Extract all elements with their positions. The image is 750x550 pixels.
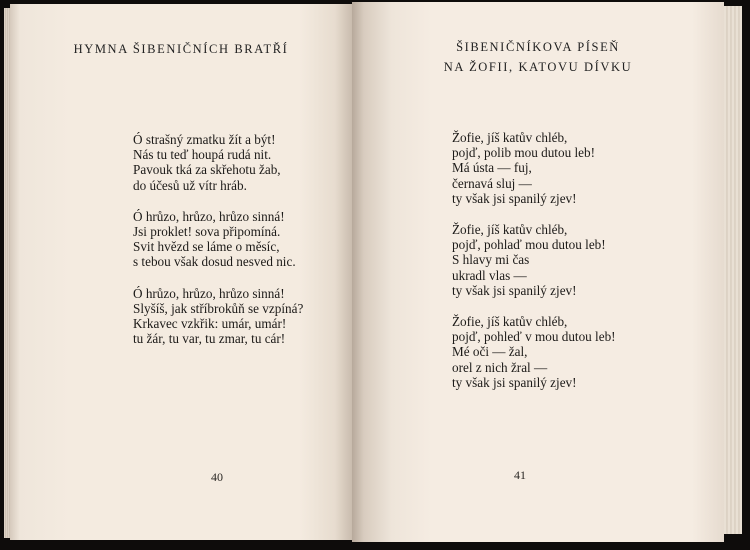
poem-line: Ó hrůzo, hrůzo, hrůzo sinná! (133, 208, 285, 224)
poem-line: černavá sluj — (452, 175, 532, 191)
poem-line: Nás tu teď houpá rudá nit. (133, 147, 272, 163)
right-stanza-2 (452, 222, 616, 298)
poem-line: Pavouk tká za skřehotu žab, (133, 162, 281, 178)
poem-line: orel z nich žral — (452, 359, 548, 375)
poem-line: ty však jsi spanilý zjev! (452, 190, 577, 206)
poem-line: pojď, polib mou dutou leb! (452, 145, 595, 161)
left-stanza-3 (133, 286, 303, 347)
poem-line: ty však jsi spanilý zjev! (452, 282, 577, 298)
poem-line: Mé oči — žal, (452, 344, 528, 360)
left-page (10, 4, 352, 540)
right-page-title-line-2: NA ŽOFII, KATOVU DÍVKU (443, 60, 633, 74)
poem-line: tu žár, tu var, tu zmar, tu cár! (133, 331, 286, 347)
left-poem (133, 132, 303, 362)
poem-line: Žofie, jíš katův chléb, (452, 314, 568, 330)
right-stanza-1 (452, 130, 616, 206)
right-page-edges (724, 6, 742, 534)
poem-line: Krkavec vzkřik: umár, umár! (133, 316, 287, 332)
right-stanza-3 (452, 314, 616, 390)
poem-line: Ó hrůzo, hrůzo, hrůzo sinná! (133, 285, 285, 301)
right-page-number: 41 (514, 468, 526, 482)
poem-line: Má ústa — fuj, (452, 160, 532, 176)
poem-line: pojď, pohlaď mou dutou leb! (452, 237, 606, 253)
poem-line: pojď, pohleď v mou dutou leb! (452, 329, 616, 345)
poem-line: s tebou však dosud nesved nic. (133, 254, 296, 270)
left-stanza-2 (133, 209, 303, 270)
poem-line: Ó strašný zmatku žít a být! (133, 132, 276, 147)
poem-line: ty však jsi spanilý zjev! (452, 374, 577, 390)
poem-line: Slyšíš, jak stříbrokůň se vzpíná? (133, 300, 304, 316)
poem-line: ukradl vlas — (452, 267, 527, 283)
right-page-title-line-1: ŠIBENIČNÍKOVA PÍSEŇ (456, 40, 620, 54)
poem-line: Žofie, jíš katův chléb, (452, 130, 568, 145)
poem-line: Jsi proklet! sova připomíná. (133, 224, 281, 240)
poem-line: Žofie, jíš katův chléb, (452, 222, 568, 238)
poem-line: S hlavy mi čas (452, 252, 530, 268)
poem-line: Svit hvězd se láme o měsíc, (133, 239, 280, 255)
left-stanza-1 (133, 132, 303, 193)
right-poem (452, 130, 616, 406)
poem-line: do účesů už vítr hráb. (133, 177, 247, 193)
left-page-title: HYMNA ŠIBENIČNÍCH BRATŘÍ (73, 42, 289, 56)
left-page-number: 40 (211, 470, 223, 484)
right-page (352, 2, 724, 542)
